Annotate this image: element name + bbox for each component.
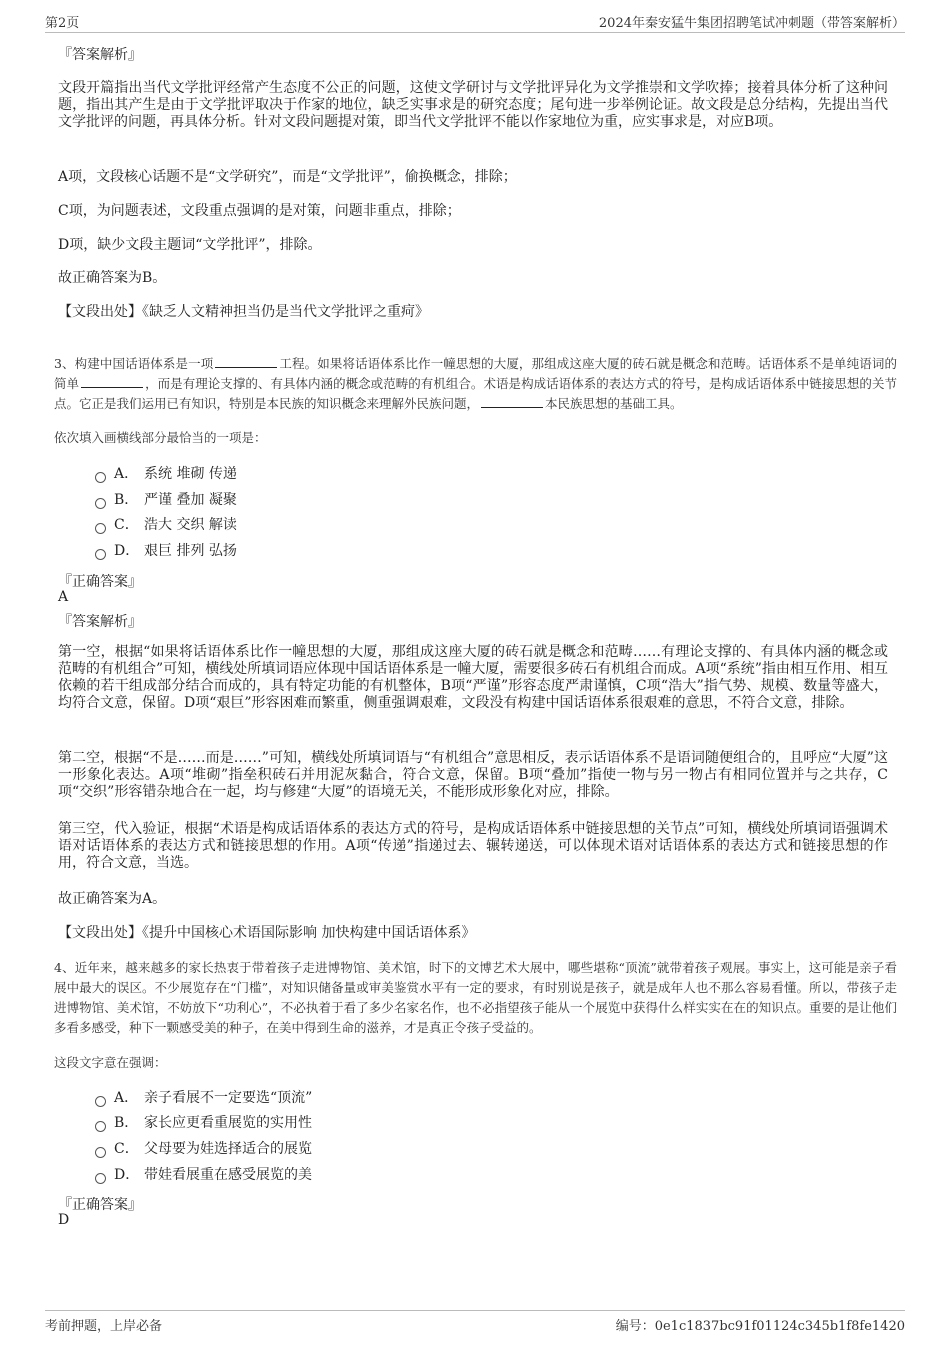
answer-conclusion: 故正确答案为A。	[58, 891, 167, 907]
analysis-option-c: C项，为问题表述，文段重点强调的是对策，问题非重点，排除；	[58, 203, 461, 219]
option-text: 系统 堆砌 传递	[144, 466, 237, 482]
question-4-option-c[interactable]	[95, 1139, 312, 1159]
analysis-option-d: D项，缺少文段主题词“文学批评”，排除。	[58, 237, 322, 253]
radio-icon[interactable]	[95, 1147, 106, 1158]
option-text: 艰巨 排列 弘扬	[144, 543, 237, 559]
option-letter: C．	[114, 1141, 139, 1157]
option-letter: A．	[114, 466, 139, 482]
question-3-stem-part3: ，而是有理论支撑的、有具体内涵的概念或范畴的有机组合。术语是构成话语体系的表达方式的符号，是构成话语体系中链接思想的关节点。它正是我们运用已有知识，特别是本民族的知识概念来理解外民族问题，	[54, 376, 897, 411]
option-letter: C．	[114, 517, 139, 533]
option-text: 浩大 交织 解读	[144, 517, 237, 533]
question-3-option-a[interactable]	[95, 464, 237, 484]
option-text: 带娃看展重在感受展览的美	[144, 1167, 312, 1183]
question-4-prompt: 这段文字意在强调：	[54, 1055, 167, 1070]
question-4-stem: 4、近年来，越来越多的家长热衷于带着孩子走进博物馆、美术馆，时下的文博艺术大展中，哪些堪称“顶流”就带着孩子观展。事实上，这可能是亲子看展中最大的误区。不少展览存在“门槛”，对知识储备量或审美鉴赏水平有一定的要求，有时别说是孩子，就是成年人也不那么容易看懂。所以，带孩子走进博物馆、美术馆，不妨放下“功利心”，不必执着于看了多少名家名作，也不必指望孩子能从一个展览中获得什么样实实在在的知识点。重要的是让他们多看多感受，种下一颗感受美的种子，在美中得到生命的滋养，才是真正令孩子受益的。	[54, 960, 897, 1035]
passage-source: 【文段出处】《缺乏人文精神担当仍是当代文学批评之重疴》	[58, 304, 429, 320]
radio-icon[interactable]	[95, 523, 106, 534]
question-4-option-a[interactable]	[95, 1088, 312, 1108]
radio-icon[interactable]	[95, 498, 106, 509]
radio-icon[interactable]	[95, 472, 106, 483]
option-text: 家长应更看重展览的实用性	[144, 1115, 312, 1131]
question-3-option-d[interactable]	[95, 541, 237, 561]
question-3-option-c[interactable]	[95, 515, 237, 535]
fill-blank-2	[81, 375, 143, 388]
option-letter: D．	[114, 1167, 140, 1183]
question-3-stem	[54, 354, 897, 414]
footer-slogan: 考前押题，上岸必备	[45, 1319, 163, 1334]
analysis-blank-3: 第三空，代入验证，根据“术语是构成话语体系的表达方式的符号，是构成话语体系中链接思想的关节点”可知，横线处所填词语强调术语对话语体系的表达方式和链接思想的作用。A项“传递”指递过去、辗转递送，可以体现术语对话语体系的表达方式和链接思想的作用，符合文意，当选。	[58, 821, 888, 871]
answer-analysis-label: 『答案解析』	[58, 614, 142, 630]
fill-blank-1	[215, 355, 277, 368]
analysis-blank-1: 第一空，根据“如果将话语体系比作一幢思想的大厦，那组成这座大厦的砖石就是概念和范畴……有理论支撑的、有具体内涵的概念或范畴的有机组合”可知，横线处所填词语应体现中国话语体系是一幢大厦，需要很多砖石有机组合而成。A项“系统”指由相互作用、相互依赖的若干组成部分结合而成的，具有特定功能的有机整体，B项“严谨”形容态度严肃谨慎，C项“浩大”指气势、规模、数量等盛大，均符合文意，保留。D项“艰巨”形容困难而繁重，侧重强调艰难，文段没有构建中国话语体系很艰难的意思，不符合文意，排除。	[58, 644, 888, 711]
option-letter: B．	[114, 1115, 139, 1131]
option-text: 亲子看展不一定要选“顶流”	[144, 1090, 313, 1106]
answer-analysis-text: 文段开篇指出当代文学批评经常产生态度不公正的问题，这使文学研讨与文学批评异化为文学推崇和文学吹捧；接着具体分析了这种问题，指出其产生是由于文学批评取决于作家的地位，缺乏实事求是的研究态度；尾句进一步举例论证。故文段是总分结构，先提出当代文学批评的问题，再具体分析。针对文段问题提对策，即当代文学批评不能以作家地位为重，应实事求是，对应B项。	[58, 80, 888, 130]
question-3-prompt: 依次填入画横线部分最恰当的一项是：	[54, 430, 267, 445]
correct-answer-value: A	[58, 589, 69, 605]
question-3-stem-part4: 本民族思想的基础工具。	[545, 396, 683, 411]
document-title: 2024年秦安猛牛集团招聘笔试冲刺题（带答案解析）	[598, 16, 905, 31]
page-footer	[45, 1310, 905, 1333]
option-letter: A．	[114, 1090, 139, 1106]
document-code: 编号：0e1c1837bc91f01124c345b1f8fe1420	[615, 1319, 905, 1334]
option-letter: B．	[114, 492, 139, 508]
option-text: 父母要为娃选择适合的展览	[144, 1141, 312, 1157]
analysis-option-a: A项，文段核心话题不是“文学研究”，而是“文学批评”，偷换概念，排除；	[58, 169, 517, 185]
page-number: 第2页	[45, 16, 80, 31]
question-4-option-b[interactable]	[95, 1113, 312, 1133]
question-3-stem-part2: 工程。如果将话语体系比作一幢思想的大厦，那组成这座大厦的砖石就是概念和范畴。话语体系不是单纯语词的简单	[54, 356, 897, 391]
fill-blank-3	[481, 395, 543, 408]
option-letter: D．	[114, 543, 140, 559]
radio-icon[interactable]	[95, 549, 106, 560]
question-3-option-b[interactable]	[95, 490, 237, 510]
page-header	[45, 10, 905, 33]
correct-answer-label: 『正确答案』	[58, 1197, 142, 1213]
radio-icon[interactable]	[95, 1121, 106, 1132]
passage-source: 【文段出处】《提升中国核心术语国际影响 加快构建中国话语体系》	[58, 925, 476, 941]
option-text: 严谨 叠加 凝聚	[144, 492, 237, 508]
answer-conclusion: 故正确答案为B。	[58, 270, 167, 286]
question-3-stem-part1: 3、构建中国话语体系是一项	[54, 356, 214, 371]
question-4-option-d[interactable]	[95, 1165, 312, 1185]
analysis-blank-2: 第二空，根据“不是……而是……”可知，横线处所填词语与“有机组合”意思相反，表示话语体系不是语词随便组合的，且呼应“大厦”这一形象化表达。A项“堆砌”指垒积砖石并用泥灰黏合，符合文意，保留。B项“叠加”指使一物与另一物占有相同位置并与之共存，C项“交织”形容错杂地合在一起，均与修建“大厦”的语境无关，不能形成形象化对应，排除。	[58, 750, 888, 800]
radio-icon[interactable]	[95, 1173, 106, 1184]
correct-answer-label: 『正确答案』	[58, 574, 142, 590]
answer-analysis-label: 『答案解析』	[58, 47, 142, 63]
correct-answer-value: D	[58, 1212, 70, 1228]
radio-icon[interactable]	[95, 1096, 106, 1107]
